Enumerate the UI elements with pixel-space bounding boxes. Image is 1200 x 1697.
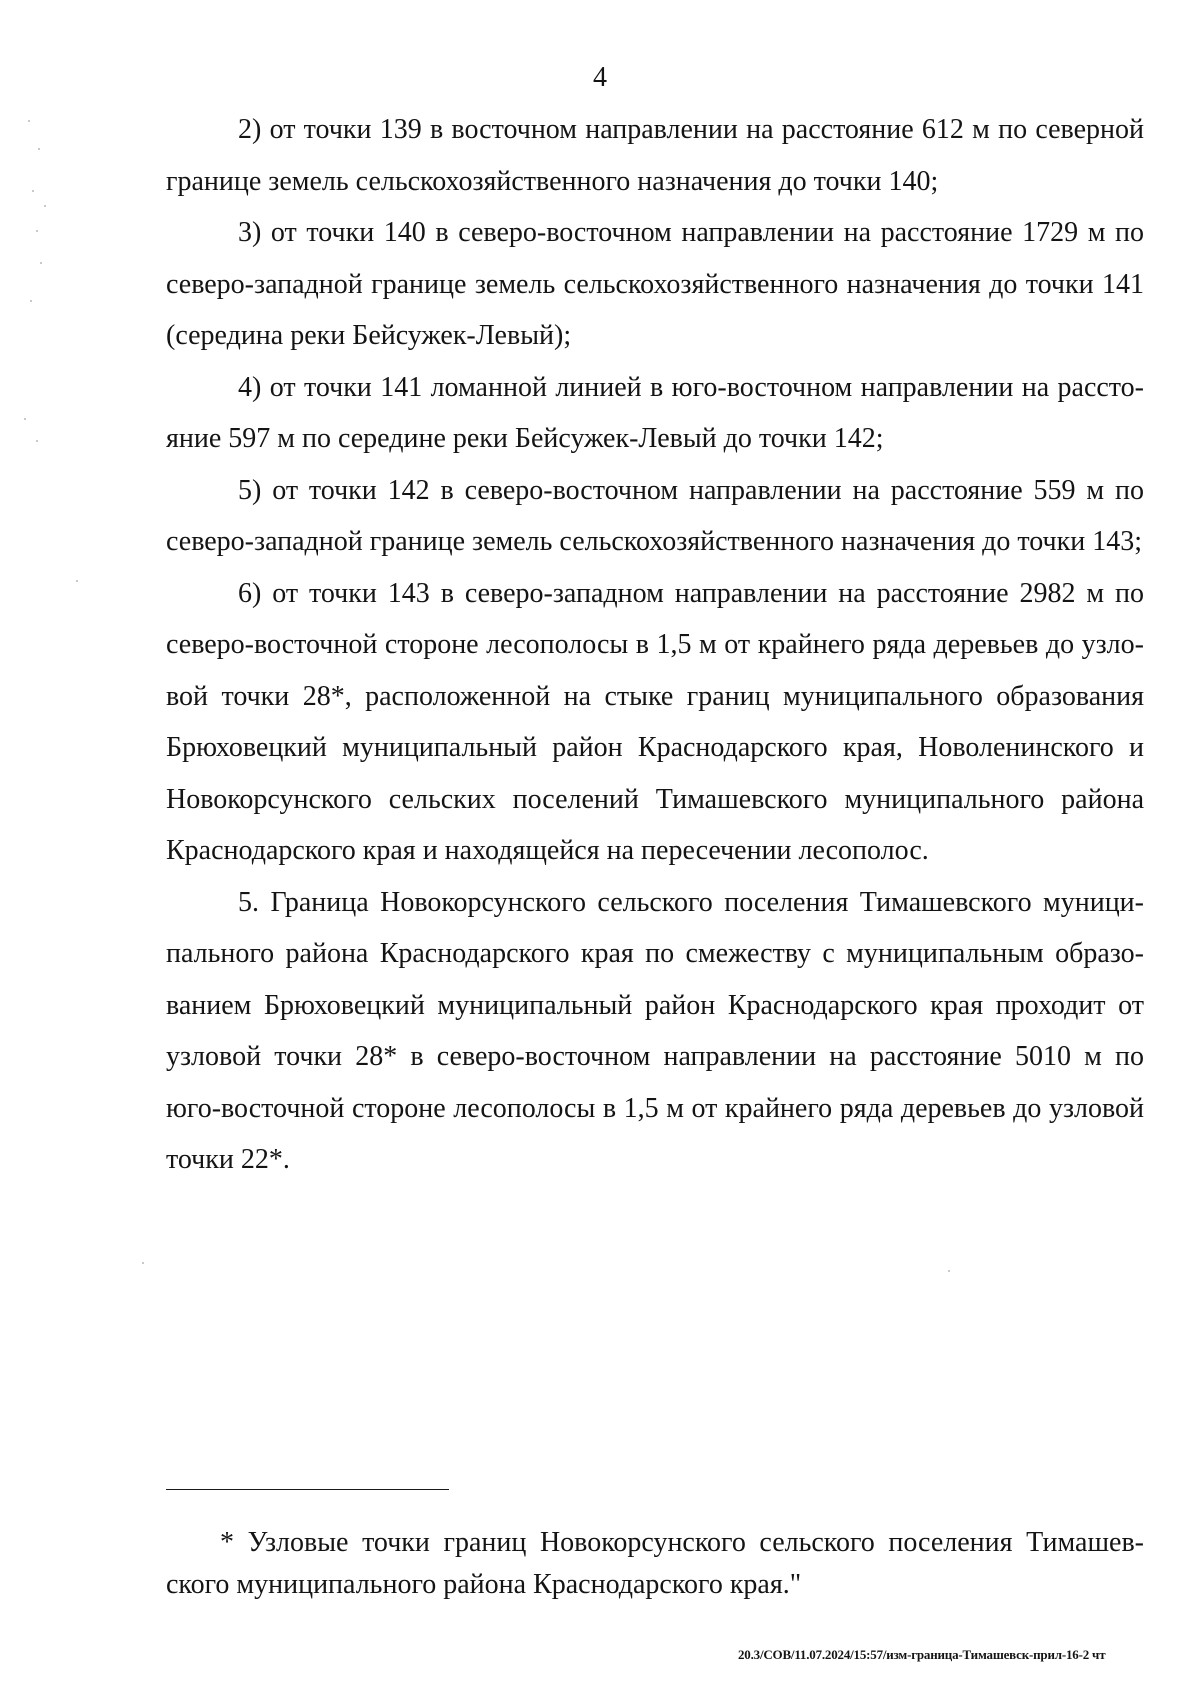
footnote-divider — [166, 1489, 449, 1490]
paragraph-section-5: 5. Граница Новокорсунского сельского поселения Тимашевского муниципального района Краснодарского края по смежеству с муниципальным образованием Брюховецкий муниципальный район Краснодарского края проходит от узловой точки 28* в северо-восточном направлении на расстояние 5010 м по юго-восточной стороне лесополосы в 1,5 м от крайнего ряда деревьев до узловой точки 22*. — [166, 886, 1144, 1175]
paragraph-item-6: 6) от точки 143 в северо-западном направлении на расстояние 2982 м по северо-восточной стороне лесополосы в 1,5 м от крайнего ряда деревьев до узловой точки 28*, расположенной на стыке границ муниципального образования Брюховецкий муниципальный район Краснодарского края, Новоленинского и Новокорсунского сельских поселений Тимашевского муниципального района Краснодарского края и находящейся на пересечении лесополос. — [166, 577, 1144, 866]
document-body — [166, 104, 1144, 1186]
footnote: * Узловые точки границ Новокорсунского сельского поселения Тимашевского муниципального района Краснодарского края." — [166, 1527, 1144, 1600]
page-number: 4 — [593, 62, 607, 93]
document-code: 20.3/СОВ/11.07.2024/15:57/изм-граница-Тимашевск-прил-16-2 чт — [738, 1647, 1106, 1662]
paragraph-item-4: 4) от точки 141 ломанной линией в юго-восточном направлении на расстояние 597 м по середине реки Бейсужек-Левый до точки 142; — [166, 371, 1144, 454]
paragraph-item-2: 2) от точки 139 в восточном направлении на расстояние 612 м по северной границе земель сельскохозяйственного назначения до точки 140; — [166, 114, 1144, 197]
paragraph-item-5: 5) от точки 142 в северо-восточном направлении на расстояние 559 м по северо-западной границе земель сельскохозяйственного назначения до точки 143; — [166, 474, 1144, 557]
paragraph-item-3: 3) от точки 140 в северо-восточном направлении на расстояние 1729 м по северо-западной границе земель сельскохозяйственного назначения до точки 141 (середина реки Бейсужек-Левый); — [166, 217, 1144, 351]
